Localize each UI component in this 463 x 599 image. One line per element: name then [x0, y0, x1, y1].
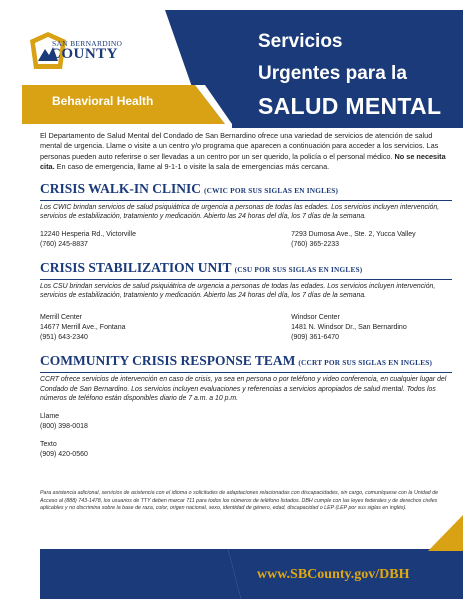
department-badge: Behavioral Health — [52, 94, 154, 108]
section-divider — [40, 372, 452, 373]
location-merrill-center — [40, 313, 291, 343]
address: 7293 Dumosa Ave., Ste. 2, Yucca Valley — [291, 230, 416, 238]
address: 1481 N. Windsor Dr., San Bernardino — [291, 324, 407, 331]
location-list — [40, 230, 450, 250]
phone[interactable]: (760) 245-8837 — [40, 240, 88, 248]
phone[interactable]: (909) 361-6470 — [291, 334, 340, 341]
phone[interactable]: (951) 643-2340 — [40, 334, 88, 341]
logo-main-text: COUNTY — [50, 46, 119, 62]
phone[interactable]: (909) 420-0560 — [40, 450, 88, 458]
section-title: CRISIS WALK-IN CLINIC (CWIC POR SUS SIGLAS EN INGLES) — [40, 180, 339, 196]
logo-top-text: SAN BERNARDINO — [52, 39, 123, 48]
section-divider — [40, 279, 452, 280]
section-divider — [40, 200, 452, 201]
location-name: Windsor Center — [291, 314, 340, 321]
location-yucca-valley — [291, 230, 450, 250]
contact-label: Llame — [40, 412, 60, 420]
location-name: Merrill Center — [40, 314, 83, 321]
section-csu — [40, 260, 450, 343]
phone[interactable]: (760) 365-2233 — [291, 240, 340, 248]
location-list — [40, 313, 450, 343]
title-line-3: SALUD MENTAL — [258, 93, 442, 119]
title-line-1: Servicios — [258, 31, 343, 52]
contact-call — [40, 412, 450, 432]
title-line-2: Urgentes para la — [258, 63, 407, 84]
website-link[interactable]: www.SBCounty.gov/DBH — [257, 567, 410, 582]
section-ccrt — [40, 353, 450, 460]
address: 14677 Merrill Ave., Fontana — [40, 324, 126, 331]
accessibility-footnote: Para asistencia adicional, servicios de asistencia con el idioma o solicitudes de adaptaciones relacionadas con discapacidades, sin cargo, comuníquese con la Unidad de Acceso al (888) 743-1478, los usuarios de TTY deben marcar 711 para todos los números de teléfono listados. DBH cumple con las leyes federales y de derechos civiles aplicables y no discrimina sobre la base de raza, color, origen nacional, sexo, identidad de género, edad, discapacidad o LEP (LEP por sus siglas en inglés). — [40, 490, 439, 512]
header — [0, 0, 463, 128]
section-cwic — [40, 181, 450, 250]
location-victorville — [40, 230, 291, 250]
section-description: Los CSU brindan servicios de salud psiquiátrica de urgencia a personas de todas las edades. Los servicios incluyen intervención, servicios de estabilización, tratamiento y medicación. Abierto las 24 horas del día, los 7 días de la semana. — [40, 282, 436, 300]
section-description: CCRT ofrece servicios de intervención en caso de crisis, ya sea en persona o por teléfono y video conferencia, en cualquier lugar del Condado de San Bernardino. Los servicios incluyen evaluaciones y referencias a servicios apropiados de salud mental. Todos los números de teléfono están disponibles diario de 7 a.m. a 10 p.m. — [40, 376, 447, 403]
contact-text — [40, 440, 450, 460]
main-content — [40, 131, 450, 460]
phone[interactable]: (800) 398-0018 — [40, 422, 88, 430]
location-windsor-center — [291, 313, 450, 343]
footer — [0, 515, 463, 599]
section-description: Los CWIC brindan servicios de salud psiquiátrica de urgencia a personas de todas las edades. Los servicios incluyen intervención, servicios de estabilización, tratamiento y medicación. Abierto las 24 horas del día, los 7 días de la semana. — [40, 203, 440, 221]
intro-paragraph: El Departamento de Salud Mental del Condado de San Bernardino ofrece una variedad de servicios de atención de salud mental de urgencia. Llame o visite a un centro y/o programa que aparecen a continuación para acceder a los servicios. Las personas pueden auto referirse o ser llevadas a un centro por un ser querido, la policía o el personal médico. No se necesita cita. En caso de emergencia, llame al 9-1-1 o visite la sala de emergencias más cercana. — [40, 131, 446, 172]
no-appointment-note: No se necesita cita. — [40, 151, 446, 172]
footer-background — [0, 515, 463, 599]
contact-label: Texto — [40, 440, 57, 448]
section-title: CRISIS STABILIZATION UNIT (CSU POR SUS SIGLAS EN INGLES) — [40, 259, 363, 275]
section-title: COMMUNITY CRISIS RESPONSE TEAM (CCRT POR SUS SIGLAS EN INGLES) — [40, 353, 433, 368]
address: 12240 Hesperia Rd., Victorville — [40, 230, 136, 238]
